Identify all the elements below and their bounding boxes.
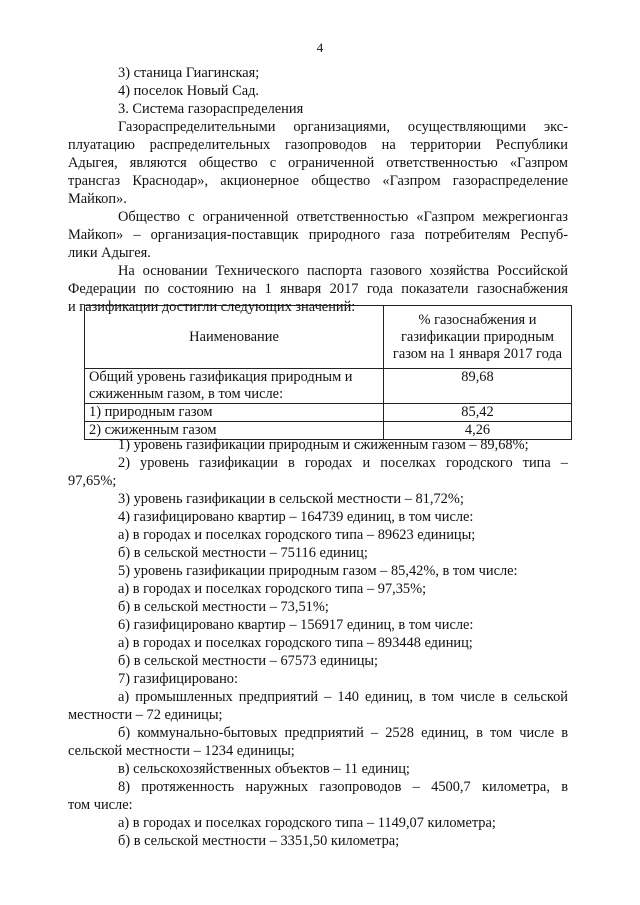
- list-item: 8) протяженность наружных газопроводов – 4500,7 километра, в: [118, 779, 568, 795]
- list-item: 7) газифицировано:: [118, 671, 238, 687]
- list-item: а) в городах и поселках городского типа – 89623 единицы;: [118, 527, 476, 543]
- list-item: 4) поселок Новый Сад.: [118, 83, 260, 99]
- list-item: а) в городах и поселках городского типа – 1149,07 километра;: [118, 815, 496, 831]
- paragraph-line: Майкоп».: [68, 191, 127, 207]
- list-item: 3) уровень газификации в сельской местности – 81,72%;: [118, 491, 464, 507]
- paragraph-line: лики Адыгея.: [68, 245, 151, 261]
- paragraph-line: плуатацию распределительных газопроводов на территории Республики: [68, 137, 568, 153]
- list-item: 2) уровень газификации в городах и поселках городского типа –: [118, 455, 568, 471]
- header-value-cell: % газоснабжения и газификации природным газом на 1 января 2017 года: [384, 306, 572, 369]
- row-value-cell: 4,26: [384, 422, 572, 440]
- list-item: б) в сельской местности – 73,51%;: [118, 599, 329, 615]
- section-heading: 3. Система газораспределения: [118, 101, 304, 117]
- list-item: 5) уровень газификации природным газом – 85,42%, в том числе:: [118, 563, 518, 579]
- row-name-cell: Общий уровень газификация природным и сжиженным газом, в том числе:: [85, 369, 384, 404]
- paragraph-line: Газораспределительными организациями, осуществляющими экс-: [118, 119, 568, 135]
- gasification-table: [84, 305, 572, 440]
- table-header-row: [85, 306, 572, 369]
- paragraph-line: трансгаз Краснодар», акционерное общество «Газпром газораспределение: [68, 173, 568, 189]
- list-item: 1) уровень газификации природным и сжиженным газом – 89,68%;: [118, 437, 529, 453]
- paragraph-line: На основании Технического паспорта газового хозяйства Российской: [118, 263, 568, 279]
- list-item: б) в сельской местности – 3351,50 километра;: [118, 833, 400, 849]
- list-item: том числе:: [68, 797, 133, 813]
- header-name-cell: Наименование: [85, 306, 384, 369]
- list-item: 4) газифицировано квартир – 164739 единиц, в том числе:: [118, 509, 474, 525]
- paragraph-line: Адыгея, являются общество с ограниченной ответственностью «Газпром: [68, 155, 568, 171]
- row-value-cell: 89,68: [384, 369, 572, 404]
- list-item: местности – 72 единицы;: [68, 707, 223, 723]
- list-item: в) сельскохозяйственных объектов – 11 единиц;: [118, 761, 410, 777]
- page-number: 4: [316, 40, 324, 55]
- list-item: а) в городах и поселках городского типа – 97,35%;: [118, 581, 427, 597]
- table-row: [85, 404, 572, 422]
- list-item: а) промышленных предприятий – 140 единиц, в том числе в сельской: [118, 689, 568, 705]
- row-value-cell: 85,42: [384, 404, 572, 422]
- list-item: б) коммунально-бытовых предприятий – 2528 единиц, в том числе в: [118, 725, 568, 741]
- table-row: [85, 369, 572, 404]
- list-item: сельской местности – 1234 единицы;: [68, 743, 295, 759]
- row-name-cell: 2) сжиженным газом: [85, 422, 384, 440]
- list-item: 3) станица Гиагинская;: [118, 65, 260, 81]
- row-name-cell: 1) природным газом: [85, 404, 384, 422]
- list-item: б) в сельской местности – 75116 единиц;: [118, 545, 368, 561]
- paragraph-line: Федерации по состоянию на 1 января 2017 года показатели газоснабжения: [68, 281, 568, 297]
- paragraph-line: и газификации достигли следующих значений:: [68, 299, 356, 315]
- list-item: 6) газифицировано квартир – 156917 единиц, в том числе:: [118, 617, 474, 633]
- list-item: а) в городах и поселках городского типа – 893448 единиц;: [118, 635, 473, 651]
- paragraph-line: Майкоп» – организация-поставщик природного газа потребителям Респуб-: [68, 227, 568, 243]
- list-item: б) в сельской местности – 67573 единицы;: [118, 653, 379, 669]
- paragraph-line: Общество с ограниченной ответственностью «Газпром межрегионгаз: [118, 209, 568, 225]
- list-item: 97,65%;: [68, 473, 117, 489]
